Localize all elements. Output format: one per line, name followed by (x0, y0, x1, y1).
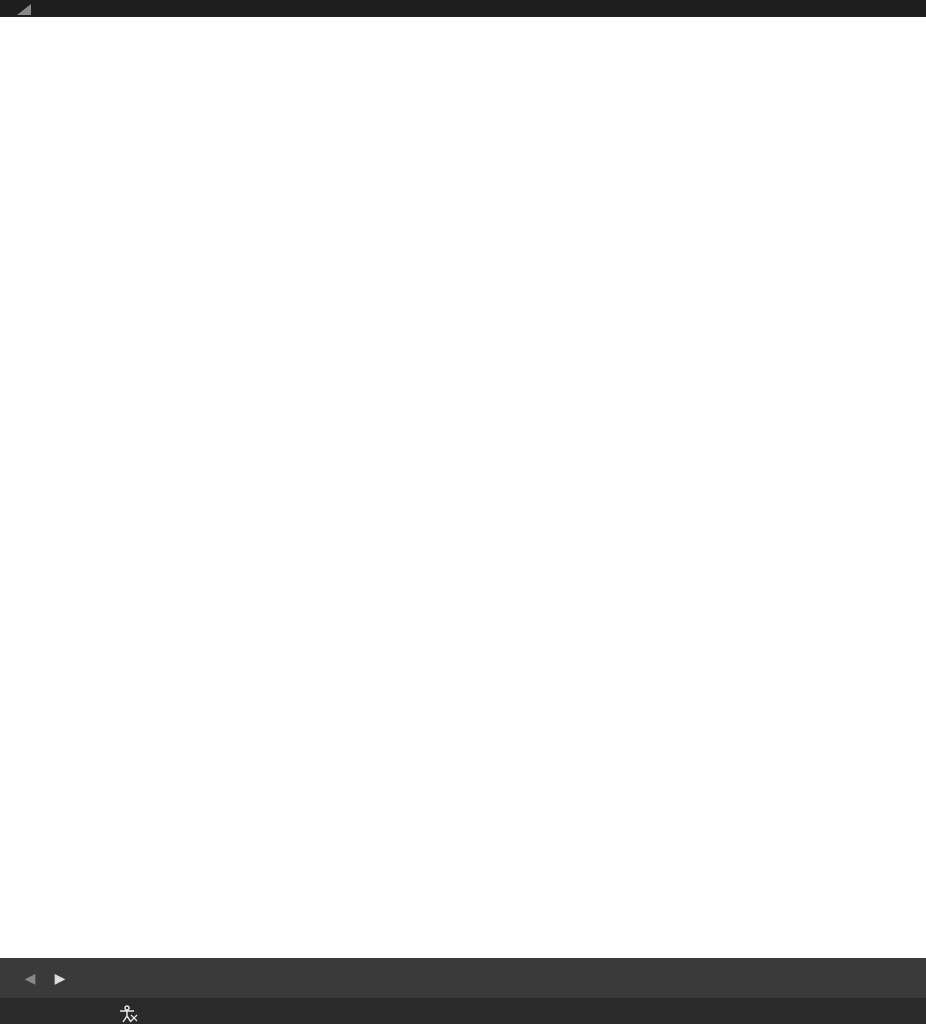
next-sheet-button[interactable]: ▶ (54, 970, 66, 986)
sheet-tab-bar (0, 958, 926, 998)
prev-sheet-button[interactable]: ◀ (24, 970, 36, 986)
column-header-bar (34, 0, 926, 17)
status-bar (0, 998, 926, 1024)
select-all-corner[interactable] (0, 0, 34, 17)
accessibility-status[interactable] (118, 998, 142, 1034)
accessibility-icon (118, 1005, 138, 1023)
